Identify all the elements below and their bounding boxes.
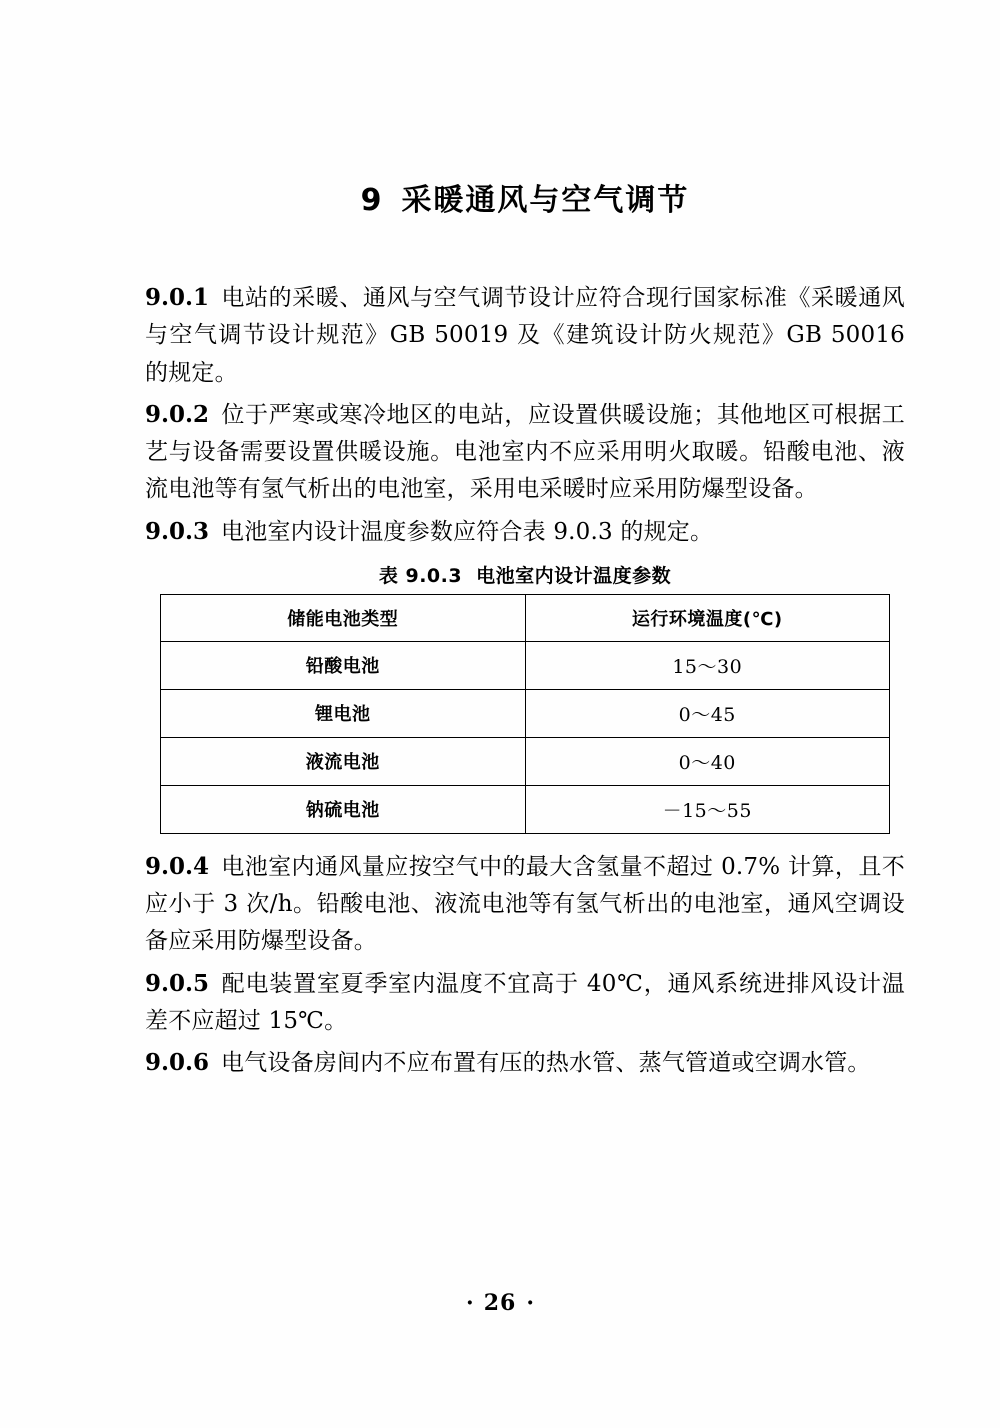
clause-number: 9.0.4 bbox=[145, 852, 210, 880]
clause-number: 9.0.3 bbox=[145, 517, 210, 545]
clause-9-0-1 bbox=[145, 279, 905, 392]
clause-text: 电池室内通风量应按空气中的最大含氢量不超过 0.7% 计算，且不应小于 3 次/h。铅酸电池、液流电池等有氢气析出的电池室，通风空调设备应采用防爆型设备。 bbox=[145, 853, 905, 955]
clause-number: 9.0.1 bbox=[145, 284, 210, 311]
table-caption-title: 电池室内设计温度参数 bbox=[476, 564, 672, 587]
clause-9-0-6 bbox=[145, 1044, 905, 1082]
table-caption bbox=[145, 561, 905, 588]
table-row bbox=[161, 689, 890, 737]
chapter-title-text: 采暖通风与空气调节 bbox=[401, 183, 690, 218]
clause-text: 配电装置室夏季室内温度不宜高于 40℃，通风系统进排风设计温差不应超过 15℃。 bbox=[145, 970, 905, 1034]
table-caption-number: 表 9.0.3 bbox=[378, 564, 463, 587]
table-header-row bbox=[161, 594, 890, 641]
cell-battery-type: 液流电池 bbox=[161, 737, 526, 785]
clause-9-0-4 bbox=[145, 848, 905, 961]
footer-dot-right: · bbox=[526, 1290, 534, 1316]
footer-dot-left: · bbox=[466, 1290, 474, 1316]
battery-room-temperature-table bbox=[160, 594, 890, 834]
clause-9-0-2 bbox=[145, 396, 905, 509]
clause-text: 电站的采暖、通风与空气调节设计应符合现行国家标准《采暖通风与空气调节设计规范》GB 50019 及《建筑设计防火规范》GB 50016 的规定。 bbox=[145, 285, 905, 386]
cell-battery-type: 铅酸电池 bbox=[161, 641, 526, 689]
page-content bbox=[145, 175, 905, 1086]
page-footer bbox=[0, 1290, 1000, 1316]
clause-9-0-5 bbox=[145, 965, 905, 1041]
table-row bbox=[161, 785, 890, 833]
page-title bbox=[145, 175, 905, 219]
cell-temperature-range: 0～45 bbox=[525, 689, 890, 737]
clause-text: 电气设备房间内不应布置有压的热水管、蒸气管道或空调水管。 bbox=[221, 1050, 871, 1076]
cell-battery-type: 锂电池 bbox=[161, 689, 526, 737]
cell-temperature-range: 0～40 bbox=[525, 737, 890, 785]
column-header-operating-temperature: 运行环境温度(℃) bbox=[525, 594, 890, 641]
cell-temperature-range: －15～55 bbox=[525, 785, 890, 833]
clause-text: 电池室内设计温度参数应符合表 9.0.3 的规定。 bbox=[221, 518, 714, 545]
clause-number: 9.0.5 bbox=[145, 969, 210, 997]
clause-number: 9.0.2 bbox=[145, 400, 210, 428]
clause-9-0-3 bbox=[145, 513, 905, 551]
column-header-battery-type: 储能电池类型 bbox=[161, 594, 526, 641]
clause-text: 位于严寒或寒冷地区的电站，应设置供暖设施；其他地区可根据工艺与设备需要设置供暖设施。电池室内不应采用明火取暖。铅酸电池、液流电池等有氢气析出的电池室，采用电采暖时应采用防爆型设备。 bbox=[145, 401, 905, 503]
cell-battery-type: 钠硫电池 bbox=[161, 785, 526, 833]
table-row bbox=[161, 641, 890, 689]
clause-number: 9.0.6 bbox=[145, 1049, 210, 1076]
cell-temperature-range: 15～30 bbox=[525, 641, 890, 689]
table-row bbox=[161, 737, 890, 785]
chapter-number: 9 bbox=[360, 183, 384, 218]
page-number: 26 bbox=[483, 1290, 517, 1316]
